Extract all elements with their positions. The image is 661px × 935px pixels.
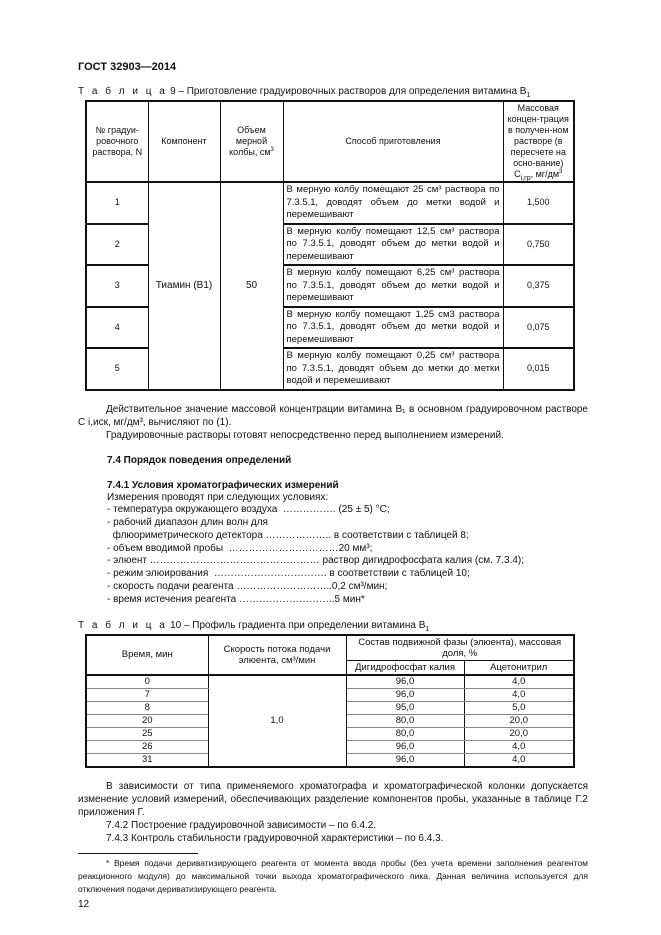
footnote-divider — [78, 853, 198, 854]
table-row — [86, 182, 574, 224]
table-row — [86, 675, 574, 689]
cell-time: 26 — [86, 740, 208, 753]
header-time: Время, мин — [86, 635, 208, 675]
cell-n: 3 — [86, 265, 148, 307]
cell-time: 20 — [86, 714, 208, 727]
page-number: 12 — [78, 898, 90, 910]
footnote: * Время подачи дериватизирующего реагента от момента ввода пробы (без учета времени заполнения реагентом реакционного модуля) до максимальной точки выхода хроматографического пика. Данная величина используется для отключения подачи дериватизирующего реагента. — [78, 857, 588, 894]
document-header: ГОСТ 32903—2014 — [78, 61, 177, 73]
cell-kh2po4: 96,0 — [346, 753, 464, 767]
header-acn: Ацетонитрил — [464, 660, 574, 675]
cell-method: В мерную колбу помещают 0,25 см³ раствора по 7.3.5.1, доводят объем до метки до метки водой и перемешивают — [283, 348, 503, 390]
cell-kh2po4: 80,0 — [346, 714, 464, 727]
header-method: Способ приготовления — [283, 101, 503, 182]
cell-flow: 1,0 — [208, 675, 346, 767]
cell-acn: 4,0 — [464, 740, 574, 753]
table-header-row — [86, 635, 574, 661]
cell-acn: 20,0 — [464, 727, 574, 740]
condition-item: флюориметрического детектора ……………….. в соответствии с таблицей 8; — [107, 529, 469, 541]
caption-sub: 1 — [526, 92, 531, 99]
cell-method: В мерную колбу помещают 6,25 см³ раствора по 7.3.5.1, доводят объем до метки водой и перемешивают — [283, 265, 503, 307]
condition-item: - режим элюирования ……………………………. в соответствии с таблицей 10; — [107, 568, 470, 580]
header-component: Компонент — [148, 101, 220, 182]
cell-acn: 20,0 — [464, 714, 574, 727]
cell-time: 0 — [86, 675, 208, 689]
paragraph-7-4-3: 7.4.3 Контроль стабильности градуировочной характеристики – по 6.4.3. — [106, 832, 444, 844]
cell-kh2po4: 95,0 — [346, 701, 464, 714]
conc-label: Массовая концен-трация в получен-ном растворе (в пересчете на осно-вание) C — [507, 103, 569, 179]
condition-item: - элюент …………………………………………… раствор дигидрофосфата калия (см. 7.3.4); — [107, 555, 525, 567]
cell-conc: 0,375 — [503, 265, 574, 307]
cell-time: 31 — [86, 753, 208, 767]
conc-unit: , мг/дм — [530, 169, 560, 179]
conditions-intro: Измерения проводят при следующих условиях: — [107, 491, 329, 503]
cell-n: 5 — [86, 348, 148, 390]
cell-volume: 50 — [220, 182, 283, 390]
cell-conc: 0,750 — [503, 224, 574, 266]
table-header-row — [86, 101, 574, 182]
cell-acn: 5,0 — [464, 701, 574, 714]
cell-n: 1 — [86, 182, 148, 224]
caption-text: 9 – Приготовление градуировочных растворов для определения витамина В — [170, 86, 527, 97]
section-7-4-1-heading: 7.4.1 Условия хроматографических измерений — [107, 479, 339, 491]
cell-method: В мерную колбу помещают 25 см³ раствора по 7.3.5.1, доводят объем до метки водой и перемешивают — [283, 182, 503, 224]
cell-component: Тиамин (В1) — [148, 182, 220, 390]
caption-prefix: Т а б л и ц а — [78, 86, 168, 97]
paragraph-7-4-2: 7.4.2 Построение градуировочной зависимости – по 6.4.2. — [106, 819, 377, 831]
cell-method: В мерную колбу помещают 12,5 см³ раствора по 7.3.5.1, доводят объем до метки водой и перемешивают — [283, 224, 503, 266]
caption-sub: 1 — [425, 625, 430, 633]
condition-item: - скорость подачи реагента ………………………..0,2 см³/мин; — [107, 581, 388, 593]
cell-kh2po4: 96,0 — [346, 740, 464, 753]
cell-n: 4 — [86, 307, 148, 349]
sup: 3 — [559, 169, 563, 175]
cell-kh2po4: 80,0 — [346, 727, 464, 740]
table9-caption — [78, 85, 588, 99]
header-kh2po4: Дигидрофосфат калия — [346, 660, 464, 675]
condition-item: - время истечения реагента ………………………..5 мин* — [107, 593, 365, 605]
cell-time: 8 — [86, 701, 208, 714]
cell-acn: 4,0 — [464, 753, 574, 767]
sub: i,гр — [520, 174, 531, 182]
cell-time: 25 — [86, 727, 208, 740]
condition-item: - рабочий диапазон длин волн для — [107, 517, 268, 529]
paragraph-chromatograph: В зависимости от типа применяемого хроматографа и хроматографической колонки допускается изменение условий измерений, обеспечивающих разделение компонентов пробы, указанные в таблице Г.2 приложения Г. — [78, 780, 588, 818]
table-9 — [85, 100, 575, 391]
header-composition: Состав подвижной фазы (элюента), массовая доля, % — [346, 635, 574, 661]
volume-label: Объем мерной колбы, см — [229, 125, 271, 157]
paragraph-actual-value: Действительное значение массовой концентрации витамина В₁ в основном градуировочном растворе C i,иск, мг/дм³, вычисляют по (1). — [78, 403, 588, 428]
cell-conc: 1,500 — [503, 182, 574, 224]
cell-kh2po4: 96,0 — [346, 675, 464, 689]
header-n: № градуи-ровочного раствора, N — [86, 101, 148, 182]
caption-prefix: Т а б л и ц а — [78, 619, 168, 631]
condition-item: - объем вводимой пробы ……………………………20 мм³; — [107, 542, 373, 554]
conditions-list — [78, 504, 588, 606]
header-flow: Скорость потока подачи элюента, см³/мин — [208, 635, 346, 675]
header-volume — [220, 101, 283, 182]
cell-acn: 4,0 — [464, 688, 574, 701]
sup: 3 — [270, 147, 274, 153]
section-7-4-heading: 7.4 Порядок поведения определений — [107, 454, 292, 466]
caption-text: 10 – Профиль градиента при определении витамина В — [170, 619, 426, 631]
table10-caption — [78, 619, 588, 633]
cell-time: 7 — [86, 688, 208, 701]
table-10 — [85, 634, 575, 768]
cell-conc: 0,015 — [503, 348, 574, 390]
cell-method: В мерную колбу помещают 1,25 см3 раствора по 7.3.5.1, доводят объем до метки водой и перемешивают — [283, 307, 503, 349]
cell-n: 2 — [86, 224, 148, 266]
cell-kh2po4: 96,0 — [346, 688, 464, 701]
cell-conc: 0,075 — [503, 307, 574, 349]
condition-item: - температура окружающего воздуха ……………. (25 ± 5) °С; — [107, 504, 390, 516]
cell-acn: 4,0 — [464, 675, 574, 689]
header-conc — [503, 101, 574, 182]
paragraph-prepare: Градуировочные растворы готовят непосредственно перед выполнением измерений. — [106, 429, 504, 441]
